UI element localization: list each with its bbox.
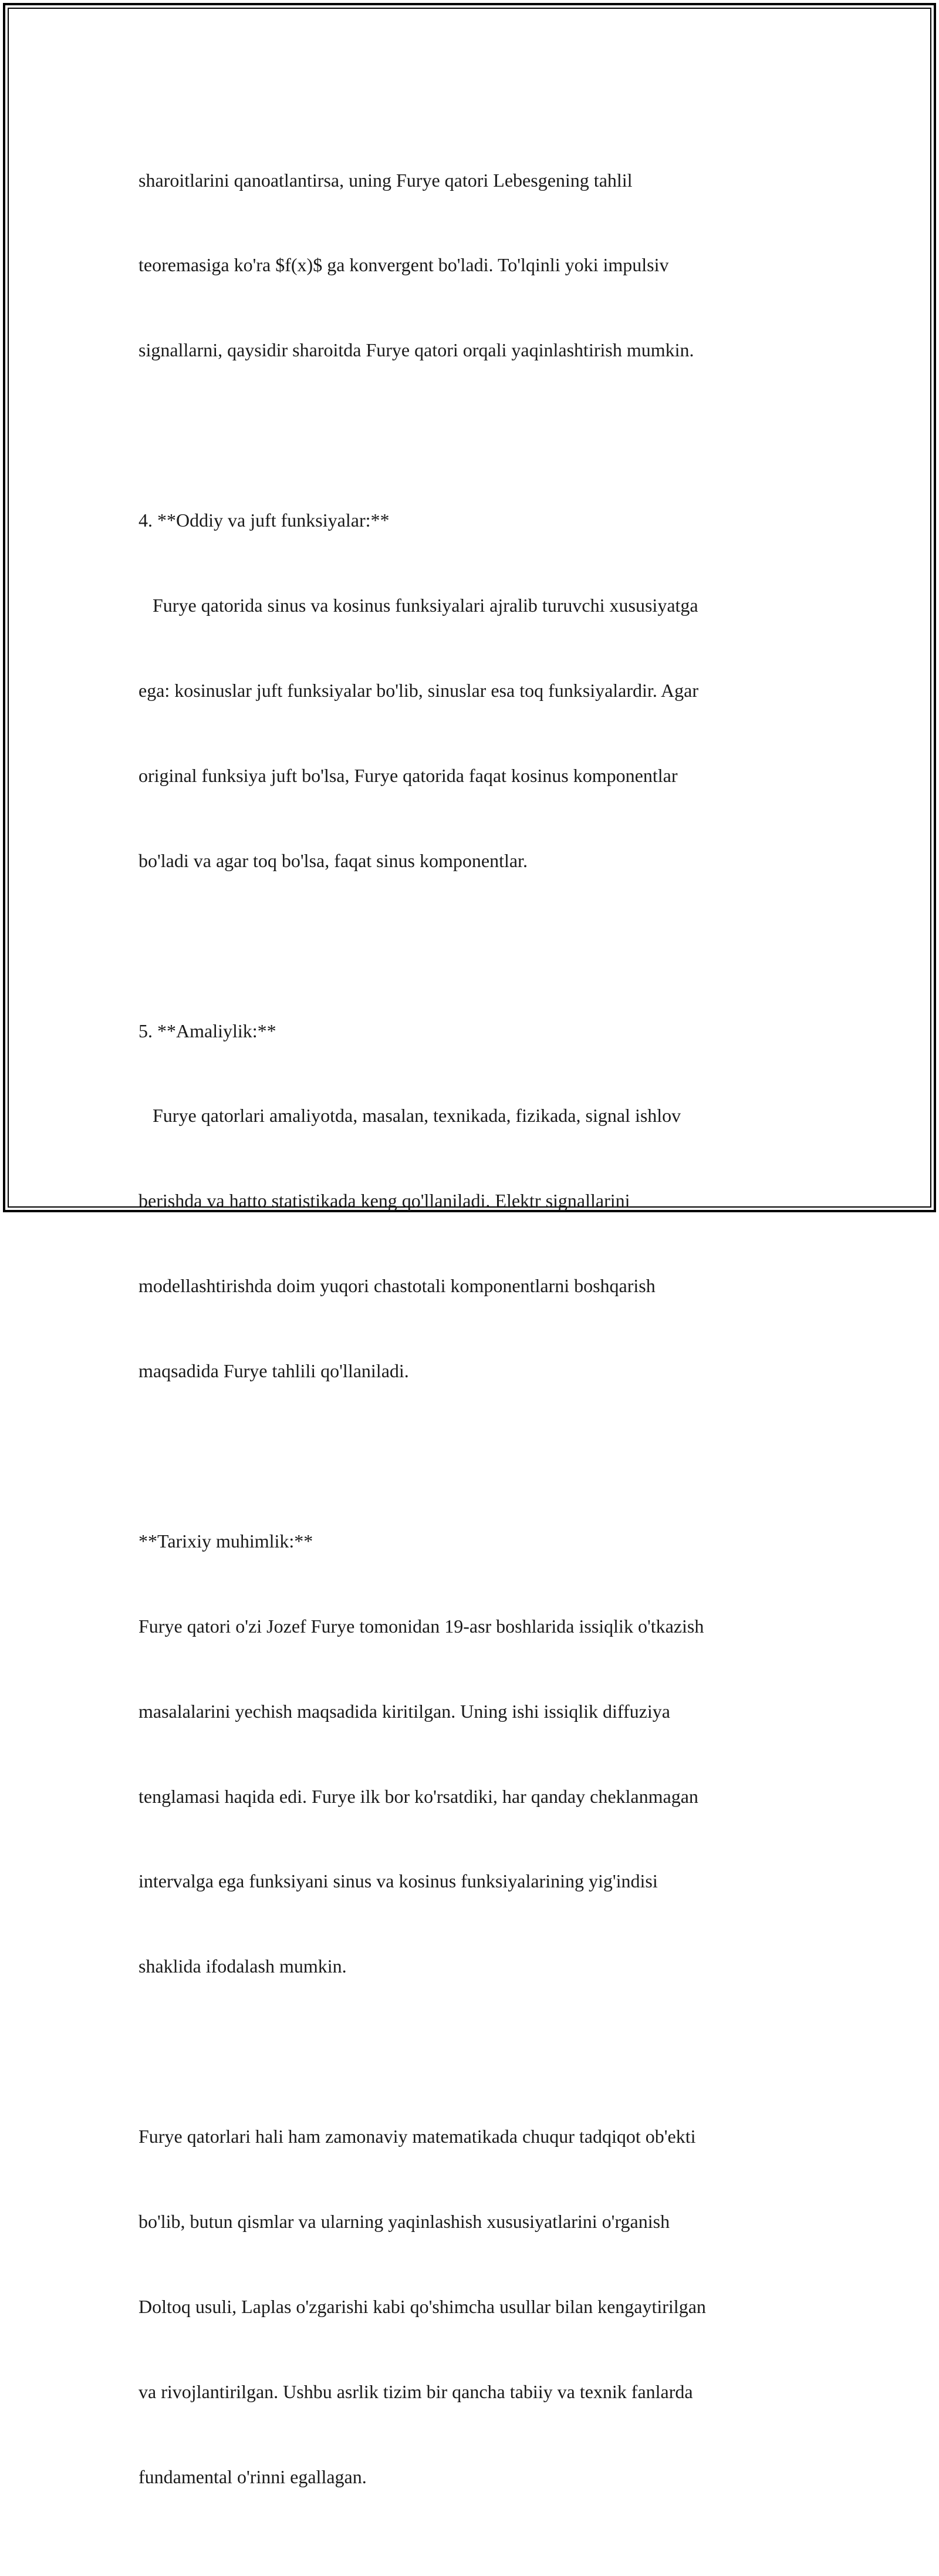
- paragraph-conclusion: [139, 2065, 808, 2547]
- section-heading: **Tarixiy muhimlik:**: [139, 1530, 313, 1552]
- text-line: modellashtirishda doim yuqori chastotali komponentlarni boshqarish: [139, 1275, 656, 1297]
- section-practicality: [139, 960, 808, 1442]
- text-line: bo'lib, butun qismlar va ularning yaqinlashish xususiyatlarini o'rganish: [139, 2210, 670, 2232]
- text-line: shaklida ifodalash mumkin.: [139, 1955, 347, 1977]
- text-line: tenglamasi haqida edi. Furye ilk bor ko'rsatdiki, har qanday cheklanmagan: [139, 1785, 698, 1807]
- text-line: Furye qatori o'zi Jozef Furye tomonidan 19-asr boshlarida issiqlik o'tkazish: [139, 1615, 704, 1637]
- text-line: maqsadida Furye tahlili qo'llaniladi.: [139, 1360, 409, 1382]
- document-body: [139, 109, 808, 2576]
- text-line: masalalarini yechish maqsadida kiritilgan. Uning ishi issiqlik diffuziya: [139, 1700, 670, 1722]
- text-line: Doltoq usuli, Laplas o'zgarishi kabi qo'shimcha usullar bilan kengaytirilgan: [139, 2295, 706, 2317]
- section-even-odd-functions: [139, 450, 808, 932]
- text-line: signallarni, qaysidir sharoitda Furye qatori orqali yaqinlashtirish mumkin.: [139, 339, 694, 361]
- text-line: original funksiya juft bo'lsa, Furye qatorida faqat kosinus komponentlar: [139, 764, 678, 786]
- section-heading: 4. **Oddiy va juft funksiyalar:**: [139, 510, 390, 531]
- text-line: intervalga ega funksiyani sinus va kosinus funksiyalarining yig'indisi: [139, 1870, 658, 1892]
- text-line: berishda va hatto statistikada keng qo'llaniladi. Elektr signallarini: [139, 1190, 630, 1212]
- paragraph-convergence: [139, 109, 808, 421]
- text-line: bo'ladi va agar toq bo'lsa, faqat sinus komponentlar.: [139, 849, 528, 871]
- text-line: Furye qatorida sinus va kosinus funksiyalari ajralib turuvchi xususiyatga: [139, 595, 698, 616]
- text-line: Furye qatorlari hali ham zamonaviy matematikada chuqur tadqiqot ob'ekti: [139, 2126, 696, 2147]
- text-line: fundamental o'rinni egallagan.: [139, 2466, 367, 2487]
- text-line: sharoitlarini qanoatlantirsa, uning Furye qatori Lebesgening tahlil: [139, 169, 633, 191]
- section-historical-importance: [139, 1470, 808, 2037]
- text-line: teoremasiga ko'ra $f(x)$ ga konvergent bo'ladi. To'lqinli yoki impulsiv: [139, 254, 669, 276]
- section-heading: 5. **Amaliylik:**: [139, 1020, 276, 1041]
- text-line: va rivojlantirilgan. Ushbu asrlik tizim bir qancha tabiiy va texnik fanlarda: [139, 2381, 693, 2402]
- text-line: ega: kosinuslar juft funksiyalar bo'lib, sinuslar esa toq funksiyalardir. Agar: [139, 679, 699, 701]
- text-line: Furye qatorlari amaliyotda, masalan, texnikada, fizikada, signal ishlov: [139, 1105, 681, 1127]
